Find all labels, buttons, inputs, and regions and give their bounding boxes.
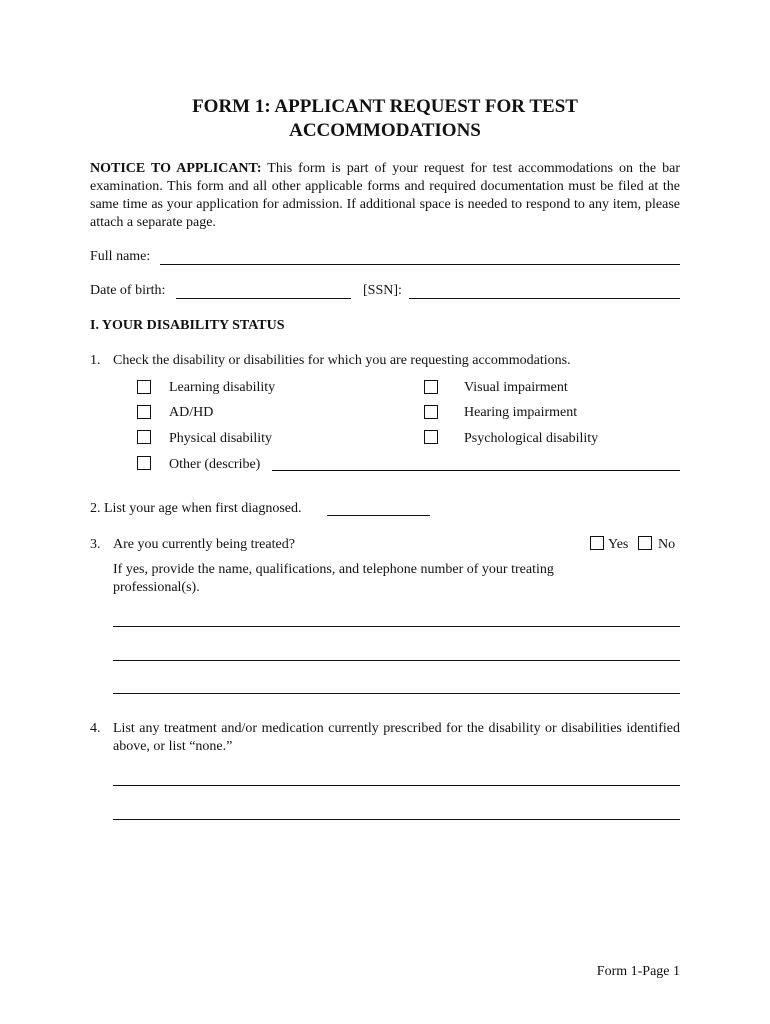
other-checkbox[interactable]	[137, 456, 151, 470]
q3-answer-line-1[interactable]	[113, 626, 680, 627]
learning-disability-label: Learning disability	[169, 380, 276, 395]
form-title-line1: FORM 1: APPLICANT REQUEST FOR TEST	[192, 96, 578, 117]
visual-impairment-label: Visual impairment	[464, 380, 568, 395]
q2-text: 2. List your age when first diagnosed.	[90, 501, 302, 516]
dob-label: Date of birth:	[90, 283, 166, 298]
form-title-line2: ACCOMMODATIONS	[289, 120, 481, 141]
q4-text: List any treatment and/or medication currently prescribed for the disability or disabilities identified above, or list “none.”	[113, 721, 680, 754]
hearing-impairment-label: Hearing impairment	[464, 405, 578, 420]
q4-number: 4.	[90, 721, 101, 736]
ssn-label: [SSN]:	[363, 283, 402, 298]
physical-disability-label: Physical disability	[169, 431, 273, 446]
form-title	[90, 95, 680, 143]
page-footer: Form 1-Page 1	[596, 964, 680, 979]
q3-yes-label: Yes	[608, 537, 629, 552]
psychological-disability-checkbox[interactable]	[424, 430, 438, 444]
section-heading: I. YOUR DISABILITY STATUS	[90, 318, 285, 333]
dob-field[interactable]	[176, 298, 351, 299]
notice-text: This form is part of your request for test accommodations on the bar examination. This form and all other applicable forms and required documentation must be filed at the same time as your application for admission. If additional space is needed to respond to any item, please attach a separate page.	[90, 161, 680, 230]
psychological-disability-label: Psychological disability	[464, 431, 599, 446]
other-label: Other (describe)	[169, 457, 261, 472]
age-diagnosed-field[interactable]	[327, 515, 430, 516]
q3-number: 3.	[90, 537, 101, 552]
visual-impairment-checkbox[interactable]	[424, 380, 438, 394]
ssn-field[interactable]	[409, 298, 680, 299]
adhd-checkbox[interactable]	[137, 405, 151, 419]
q3-yes-checkbox[interactable]	[590, 536, 604, 550]
q3-answer-line-3[interactable]	[113, 693, 680, 694]
other-describe-field[interactable]	[272, 470, 680, 471]
notice-paragraph	[90, 160, 680, 232]
q3-followup: If yes, provide the name, qualifications, and telephone number of your treating professional(s).	[113, 562, 554, 595]
q3-text: Are you currently being treated?	[113, 537, 295, 552]
q4-answer-line-1[interactable]	[113, 785, 680, 786]
notice-heading: NOTICE TO APPLICANT:	[90, 161, 262, 176]
q3-no-checkbox[interactable]	[638, 536, 652, 550]
adhd-label: AD/HD	[169, 405, 214, 420]
q3-answer-line-2[interactable]	[113, 660, 680, 661]
q1-text: Check the disability or disabilities for which you are requesting accommodations.	[113, 353, 571, 368]
learning-disability-checkbox[interactable]	[137, 380, 151, 394]
full-name-label: Full name:	[90, 249, 151, 264]
full-name-field[interactable]	[160, 264, 680, 265]
q1-number: 1.	[90, 353, 101, 368]
physical-disability-checkbox[interactable]	[137, 430, 151, 444]
hearing-impairment-checkbox[interactable]	[424, 405, 438, 419]
q3-no-label: No	[658, 537, 676, 552]
q4-answer-line-2[interactable]	[113, 819, 680, 820]
